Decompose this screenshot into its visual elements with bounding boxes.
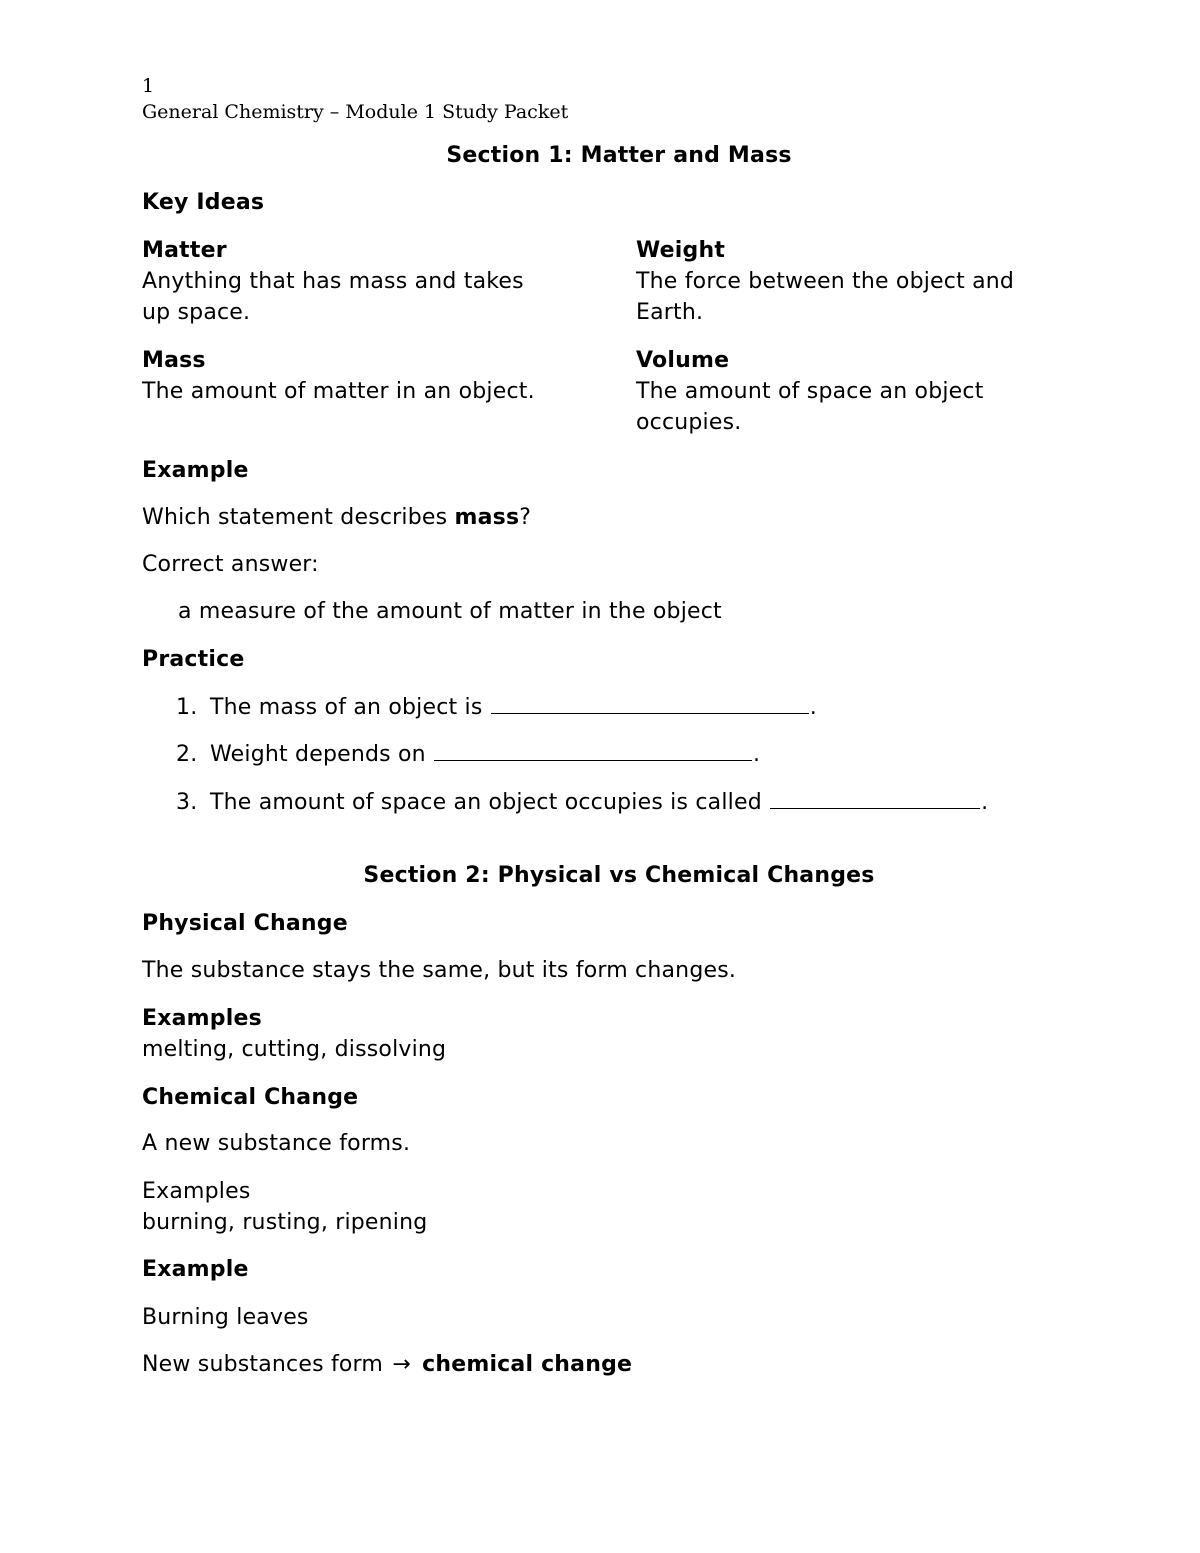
chemical-examples-heading: Examples (142, 1179, 251, 1204)
correct-answer-text: a measure of the amount of matter in the object (178, 599, 722, 624)
physical-change-heading: Physical Change (142, 911, 348, 936)
term-label: Volume (636, 348, 730, 373)
practice-number: 1. (176, 695, 198, 720)
term-definition-line: occupies. (636, 410, 742, 435)
physical-change-description: The substance stays the same, but its form changes. (142, 958, 737, 983)
conclusion-line (142, 1349, 632, 1380)
example-question (142, 502, 531, 533)
term-weight (636, 235, 1014, 328)
practice-text: The amount of space an object occupies is called (210, 790, 770, 815)
practice-end: . (981, 790, 989, 815)
section-2-example-text: Burning leaves (142, 1305, 309, 1330)
conclusion-result: chemical change (422, 1352, 633, 1377)
term-definition-line: Anything that has mass and takes (142, 269, 524, 294)
term-definition-line: up space. (142, 300, 251, 325)
term-label: Matter (142, 238, 227, 263)
chemical-examples-list: burning, rusting, ripening (142, 1210, 428, 1235)
term-label: Weight (636, 238, 726, 263)
conclusion-text: New substances form (142, 1352, 384, 1377)
term-definition-line: The amount of matter in an object. (142, 379, 535, 404)
practice-text: The mass of an object is (210, 695, 490, 720)
answer-blank[interactable] (434, 738, 752, 761)
practice-number: 2. (176, 742, 198, 767)
chemical-change-description: A new substance forms. (142, 1131, 411, 1156)
term-matter (142, 235, 524, 328)
question-mark: ? (519, 505, 532, 530)
question-text: Which statement describes (142, 505, 455, 530)
term-mass (142, 345, 535, 407)
term-volume (636, 345, 984, 438)
practice-end: . (809, 695, 817, 720)
answer-blank[interactable] (770, 786, 980, 809)
practice-text: Weight depends on (210, 742, 433, 767)
term-definition-line: The force between the object and (636, 269, 1015, 294)
practice-heading: Practice (142, 647, 245, 672)
section-1-title: Section 1: Matter and Mass (446, 143, 792, 168)
key-ideas-heading: Key Ideas (142, 190, 265, 215)
practice-item (176, 786, 988, 818)
practice-end: . (753, 742, 761, 767)
section-2-title: Section 2: Physical vs Chemical Changes (363, 863, 875, 888)
practice-number: 3. (176, 790, 198, 815)
practice-item (176, 738, 760, 770)
term-definition-line: Earth. (636, 300, 704, 325)
term-label: Mass (142, 348, 206, 373)
physical-examples-heading: Examples (142, 1006, 262, 1031)
right-arrow-icon: → (392, 1352, 411, 1377)
answer-blank[interactable] (491, 691, 809, 714)
example-heading: Example (142, 458, 249, 483)
term-definition-line: The amount of space an object (636, 379, 984, 404)
question-keyword: mass (454, 505, 520, 530)
page-number: 1 (142, 75, 155, 97)
chemical-change-heading: Chemical Change (142, 1085, 359, 1110)
section-2-example-heading: Example (142, 1257, 249, 1282)
physical-examples-list: melting, cutting, dissolving (142, 1037, 447, 1062)
practice-item (176, 691, 817, 723)
document-title: General Chemistry – Module 1 Study Packet (142, 101, 569, 123)
correct-answer-label: Correct answer: (142, 552, 319, 577)
